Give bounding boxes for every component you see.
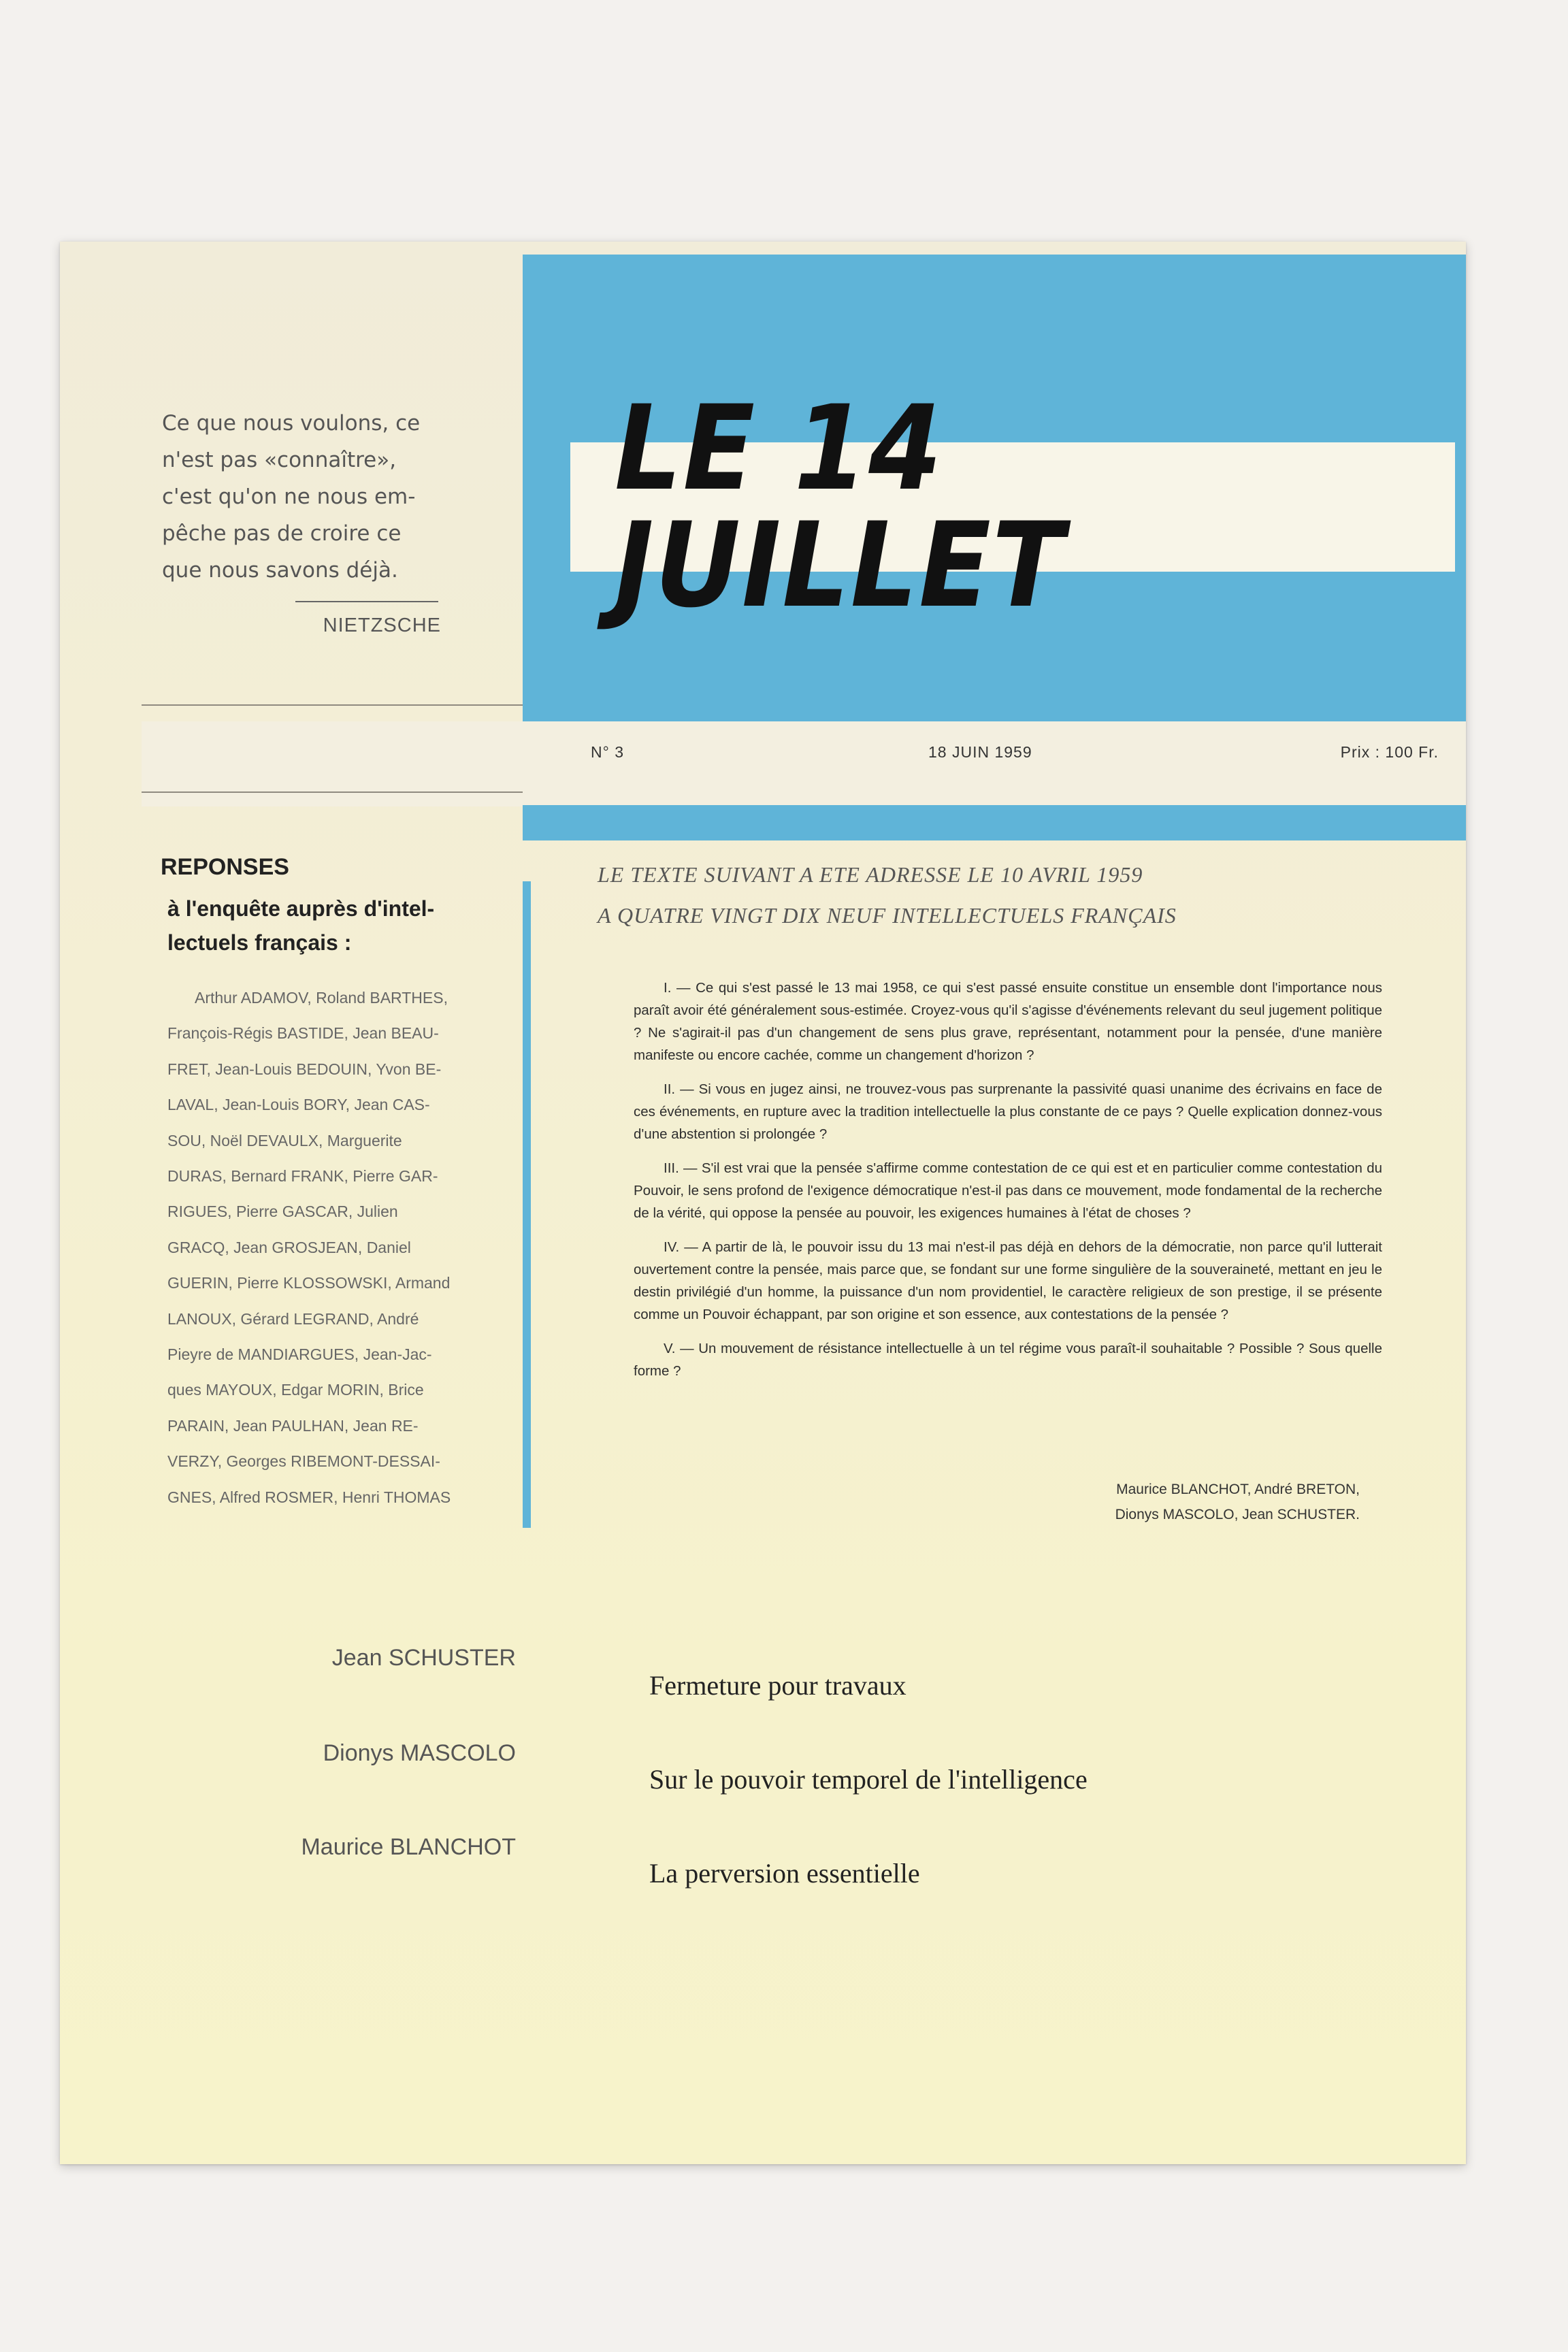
responses-subtitle-line: à l'enquête auprès d'intel- [167,896,435,921]
questions-block [634,977,1382,1394]
responses-heading: REPONSES [161,854,289,880]
contents-title: Fermeture pour travaux [649,1670,906,1701]
respondents-line: SOU, Noël DEVAULX, Marguerite [167,1131,402,1149]
respondents-line: ques MAYOUX, Edgar MORIN, Brice [167,1381,424,1399]
respondents-line: Arthur ADAMOV, Roland BARTHES, [195,989,448,1007]
respondents-line: LANOUX, Gérard LEGRAND, André [167,1309,419,1328]
respondents-line: RIGUES, Pierre GASCAR, Julien [167,1203,398,1221]
epigraph-line: pêche pas de croire ce [162,521,402,546]
signatories [979,1477,1360,1527]
contents-author: Maurice BLANCHOT [301,1834,516,1860]
contents-author: Jean SCHUSTER [331,1645,516,1671]
contents-title: La perversion essentielle [649,1858,920,1889]
respondents-line: Pieyre de MANDIARGUES, Jean-Jac- [167,1345,432,1364]
intro-line: A QUATRE VINGT DIX NEUF INTELLECTUELS FRANÇAIS [598,903,1177,928]
respondents-list [167,980,518,1515]
issue-info-strip [142,721,1466,806]
responses-subtitle-line: lectuels français : [167,930,352,955]
responses-subtitle [167,892,521,960]
intro-heading [598,854,1360,936]
respondents-line: GNES, Alfred ROSMER, Henri THOMAS [167,1488,451,1506]
top-rule [142,704,523,706]
question-paragraph: III. — S'il est vrai que la pensée s'affirme comme contestation de ce qui est et en particulier comme contestation du Pouvoir, le sens profond de l'exigence démocratique n'est-il pas dans ce mouvement, mode fondamental de la recherche de la vérité, qui oppose la pensée au pouvoir, les exigences humaines à l'état de choses ? [634,1160,1382,1221]
question-paragraph: V. — Un mouvement de résistance intellectuelle à un tel régime vous paraît-il souhaitable ? Possible ? Sous quelle forme ? [634,1341,1382,1379]
signatories-line: Maurice BLANCHOT, André BRETON, [1116,1482,1360,1497]
epigraph-author: NIETZSCHE [323,615,441,636]
respondents-line: LAVAL, Jean-Louis BORY, Jean CAS- [167,1096,430,1114]
intro-line: LE TEXTE SUIVANT A ETE ADRESSE LE 10 AVRIL 1959 [598,862,1143,887]
journal-cover [60,242,1466,2164]
epigraph [162,405,448,589]
issue-date: 18 JUIN 1959 [928,743,1032,761]
epigraph-line: Ce que nous voulons, ce [162,411,421,436]
question-paragraph: IV. — A partir de là, le pouvoir issu du 13 mai n'est-il pas déjà en dehors de la démocratie, non parce qu'il lutterait ouvertement contre la pensée, mais parce que, se fondant sur une forme singulière de la souveraineté, mettant en jeu le destin privilégié d'un homme, la puissance d'un nom providentiel, le caractère religieux de son prestige, il se présente comme un Pouvoir échappant, par son origine et son essence, aux contestations de la pensée ? [634,1239,1382,1322]
signatories-line: Dionys MASCOLO, Jean SCHUSTER. [1115,1507,1360,1522]
respondents-line: PARAIN, Jean PAULHAN, Jean RE- [167,1416,419,1435]
respondents-line: François-Régis BASTIDE, Jean BEAU- [167,1024,439,1043]
question-paragraph: I. — Ce qui s'est passé le 13 mai 1958, ce qui s'est passé ensuite constitue un ensemble dont l'importance nous paraît avoir été généralement sous-estimée. Croyez-vous qu'il s'agisse d'événements relevant du seul jugement politique ? Ne s'agirait-il pas d'un changement de sens plus grave, représentant, notamment pour la pensée, d'une manière manifeste ou encore cachée, comme un changement d'horizon ? [634,980,1382,1063]
question-paragraph: II. — Si vous en jugez ainsi, ne trouvez-vous pas surprenante la passivité quasi unanime des écrivains en face de ces événements, en rupture avec la tradition intellectuelle la plus constante de ce pays ? Quelle explication donnez-vous d'une abstention si prolongée ? [634,1081,1382,1142]
contents-title: Sur le pouvoir temporel de l'intelligence [649,1764,1088,1795]
contents-author: Dionys MASCOLO [323,1740,516,1766]
issue-number: N° 3 [591,743,624,761]
epigraph-line: n'est pas «connaître», [162,448,397,472]
blue-band-divider [523,805,1466,840]
respondents-line: FRET, Jean-Louis BEDOUIN, Yvon BE- [167,1060,442,1078]
masthead-title: LE 14 JUILLET [615,380,1066,634]
respondents-line: VERZY, Georges RIBEMONT-DESSAI- [167,1452,440,1471]
epigraph-underline [295,601,438,602]
masthead-box [570,380,1455,634]
bottom-rule [142,791,523,793]
column-divider-bar [523,881,531,1528]
issue-price: Prix : 100 Fr. [1340,743,1439,761]
respondents-line: GUERIN, Pierre KLOSSOWSKI, Armand [167,1274,451,1292]
respondents-line: GRACQ, Jean GROSJEAN, Daniel [167,1238,411,1256]
epigraph-line: que nous savons déjà. [162,558,398,583]
epigraph-line: c'est qu'on ne nous em- [162,485,416,509]
respondents-line: DURAS, Bernard FRANK, Pierre GAR- [167,1167,438,1186]
